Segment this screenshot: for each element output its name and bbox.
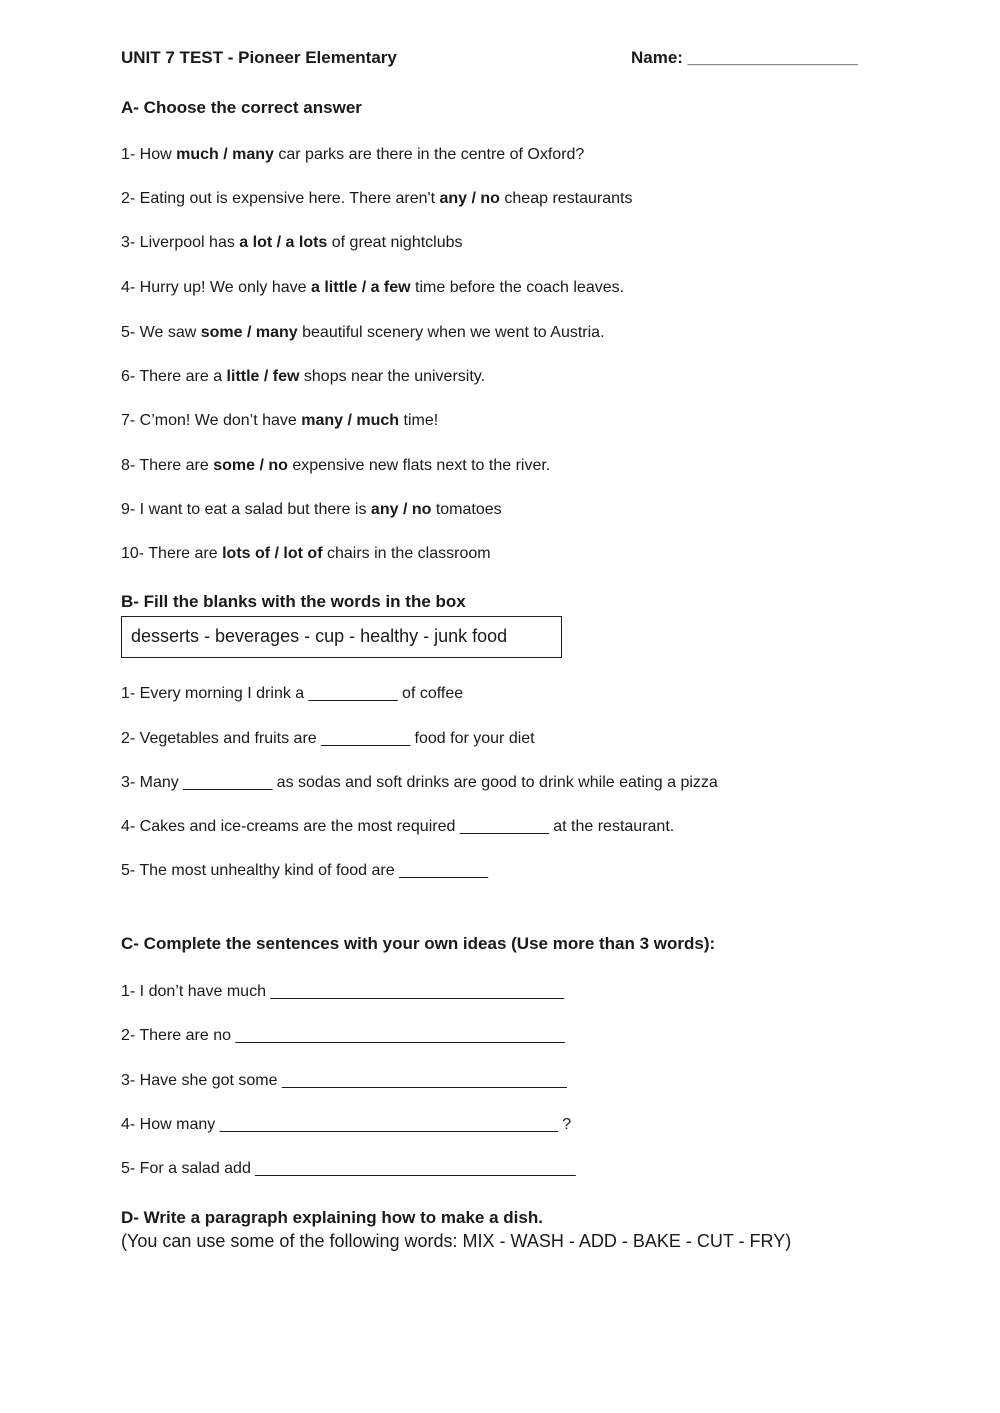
question-text: 7- C’mon! We don’t have [121, 412, 302, 429]
question-text: 8- There are [121, 457, 214, 474]
question-text: 6- There are a [121, 368, 227, 385]
answer-options: many / much [301, 412, 400, 429]
section-a-heading: A- Choose the correct answer [121, 98, 362, 117]
answer-options: little / few [226, 368, 300, 385]
section-d-instructions: (You can use some of the following words: MIX - WASH - ADD - BAKE - CUT - FRY) [121, 1231, 792, 1251]
question-c3: 3- Have she got some ________________________________ [121, 1072, 567, 1089]
answer-options: some / no [213, 457, 288, 474]
section-d-heading: D- Write a paragraph explaining how to make a dish. [121, 1208, 543, 1227]
question-text: time! [399, 412, 439, 429]
question-a5 [121, 324, 605, 342]
question-b4: 4- Cakes and ice-creams are the most required __________ at the restaurant. [121, 818, 675, 835]
question-text: cheap restaurants [499, 190, 633, 207]
question-text: beautiful scenery when we went to Austria. [297, 324, 605, 341]
question-a2 [121, 190, 632, 208]
question-c1: 1- I don’t have much _________________________________ [121, 983, 565, 1000]
question-c4: 4- How many ______________________________________ ? [121, 1116, 572, 1133]
question-text: tomatoes [431, 501, 502, 518]
question-b1: 1- Every morning I drink a __________ of coffee [121, 685, 464, 702]
answer-options: any / no [439, 190, 500, 207]
answer-options: lots of / lot of [222, 545, 323, 562]
question-a9 [121, 501, 502, 519]
question-text: 4- Hurry up! We only have [121, 279, 312, 296]
section-b-heading: B- Fill the blanks with the words in the box [121, 592, 466, 611]
question-text: 5- We saw [121, 324, 201, 341]
question-text: 3- Liverpool has [121, 234, 240, 251]
question-c5: 5- For a salad add ____________________________________ [121, 1160, 576, 1177]
answer-options: much / many [176, 146, 274, 163]
question-text: chairs in the classroom [322, 545, 491, 562]
question-a6 [121, 368, 485, 386]
question-text: time before the coach leaves. [410, 279, 625, 296]
question-text: 10- There are [121, 545, 223, 562]
question-text: shops near the university. [299, 368, 486, 385]
question-a4 [121, 279, 624, 297]
word-box-text: desserts - beverages - cup - healthy - junk food [131, 626, 508, 646]
question-a1 [121, 146, 584, 164]
section-c-heading: C- Complete the sentences with your own ideas (Use more than 3 words): [121, 934, 716, 953]
answer-options: a lot / a lots [239, 234, 328, 251]
question-text: 1- How [121, 146, 177, 163]
question-text: expensive new flats next to the river. [287, 457, 551, 474]
question-a10 [121, 545, 491, 563]
question-text: 2- Eating out is expensive here. There aren't [121, 190, 440, 207]
answer-options: a little / a few [311, 279, 411, 296]
question-b2: 2- Vegetables and fruits are __________ food for your diet [121, 730, 535, 747]
question-a3 [121, 234, 463, 252]
word-box [121, 616, 562, 658]
question-a7 [121, 412, 438, 430]
question-text: 9- I want to eat a salad but there is [121, 501, 371, 518]
name-field-label: Name: __________________ [631, 48, 858, 67]
question-c2: 2- There are no _____________________________________ [121, 1027, 565, 1044]
question-text: car parks are there in the centre of Oxford? [273, 146, 585, 163]
question-b3: 3- Many __________ as sodas and soft drinks are good to drink while eating a pizza [121, 774, 718, 791]
question-b5: 5- The most unhealthy kind of food are __________ [121, 862, 489, 879]
question-text: of great nightclubs [327, 234, 463, 251]
answer-options: some / many [200, 324, 298, 341]
test-title: UNIT 7 TEST - Pioneer Elementary [121, 48, 397, 67]
answer-options: any / no [370, 501, 432, 518]
question-a8 [121, 457, 550, 475]
